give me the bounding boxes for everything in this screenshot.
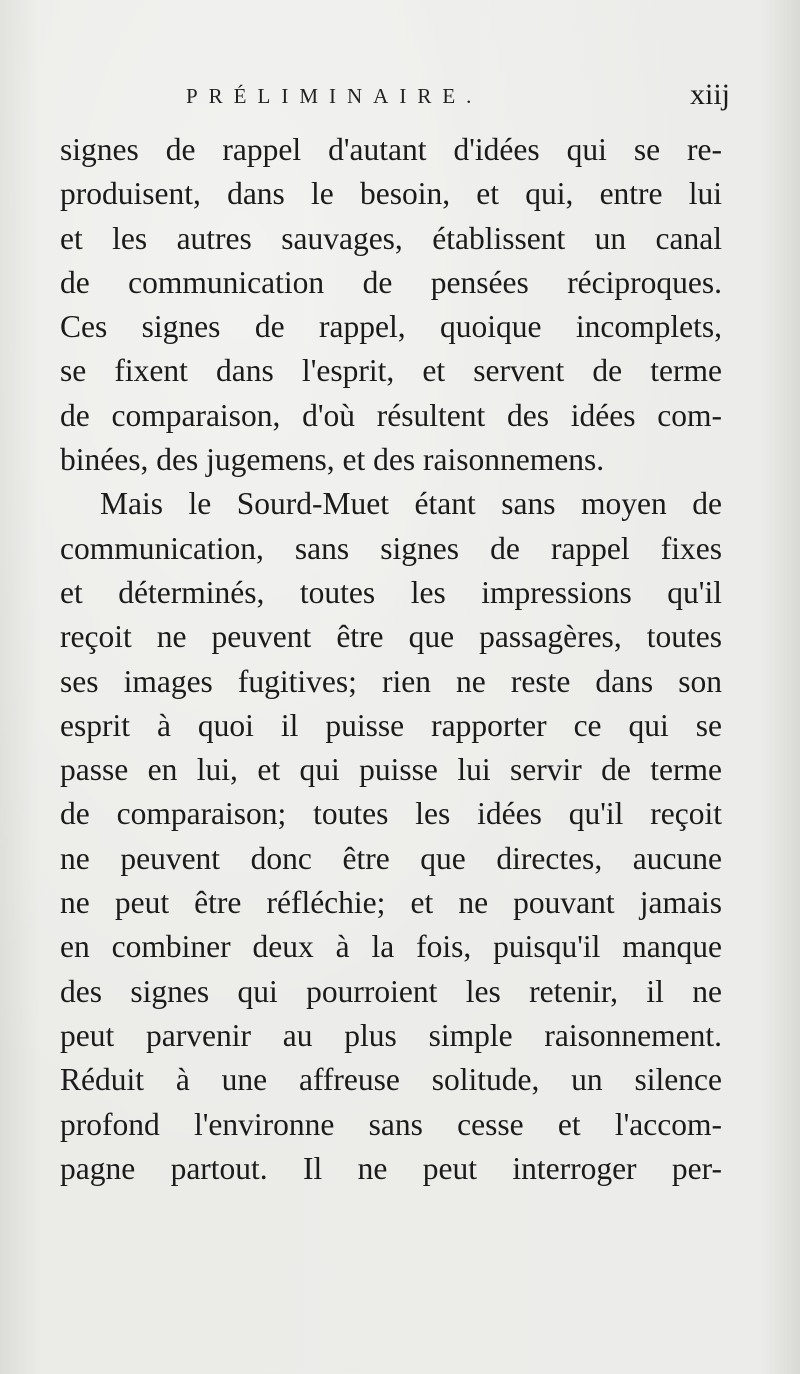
text-line: profond l'environne sans cesse et l'accom- xyxy=(60,1106,722,1142)
running-head: PRÉLIMINAIRE. xyxy=(186,84,483,108)
text-line: passe en lui, et qui puisse lui servir de terme xyxy=(60,752,722,788)
text-line: et déterminés, toutes les impressions qu'il xyxy=(60,574,722,610)
page-number: xiij xyxy=(689,78,730,111)
text-line: reçoit ne peuvent être que passagères, toutes xyxy=(60,619,722,655)
text-line: de comparaison, d'où résultent des idées com- xyxy=(60,397,722,433)
text-line: esprit à quoi il puisse rapporter ce qui se xyxy=(60,707,722,743)
body-text xyxy=(60,128,722,1191)
page-header xyxy=(0,78,800,120)
text-line: communication, sans signes de rappel fixes xyxy=(60,530,722,566)
text-line: ses images fugitives; rien ne reste dans son xyxy=(60,663,722,699)
text-line: binées, des jugemens, et des raisonnemens. xyxy=(60,442,605,478)
text-line: de comparaison; toutes les idées qu'il reçoit xyxy=(60,796,722,832)
text-line: de communication de pensées réciproques. xyxy=(60,264,722,300)
text-line: ne peut être réfléchie; et ne pouvant jamais xyxy=(60,885,722,921)
text-line: pagne partout. Il ne peut interroger per- xyxy=(60,1150,722,1186)
text-line: Réduit à une affreuse solitude, un silence xyxy=(60,1062,722,1098)
paragraph-first-line: Mais le Sourd-Muet étant sans moyen de xyxy=(100,486,722,522)
text-line: produisent, dans le besoin, et qui, entre lui xyxy=(60,176,722,212)
text-line: Ces signes de rappel, quoique incomplets, xyxy=(60,309,722,345)
text-line: signes de rappel d'autant d'idées qui se re- xyxy=(60,132,722,167)
text-line: et les autres sauvages, établissent un canal xyxy=(60,220,722,256)
text-line: ne peuvent donc être que directes, aucune xyxy=(60,840,722,876)
text-line: des signes qui pourroient les retenir, il ne xyxy=(60,973,722,1009)
text-line: en combiner deux à la fois, puisqu'il manque xyxy=(60,929,722,965)
text-line: peut parvenir au plus simple raisonnement. xyxy=(60,1017,722,1053)
text-line: se fixent dans l'esprit, et servent de terme xyxy=(60,353,722,389)
